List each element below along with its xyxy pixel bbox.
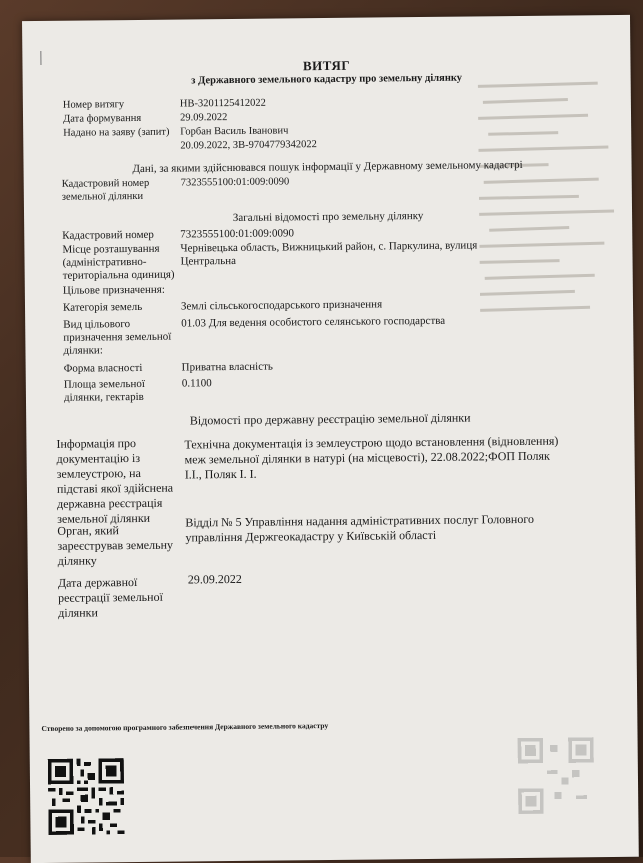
purpose-label: Цільове призначення: [62,283,165,297]
formation-date-label: Дата формування [62,112,142,125]
bleed-through-qr-icon [518,737,595,814]
registration-date-label: Дата державної реєстрації земельної ділянки [57,575,163,620]
registration-section-heading: Відомості про державну реєстрацію земельної ділянки [189,410,471,428]
request-applicant-value: Горбан Василь Іванович [180,125,289,138]
formation-date-value: 29.09.2022 [179,112,228,124]
extract-number-value: НВ-3201125412022 [179,97,266,110]
document-page [22,15,639,863]
bleed-through-lines [478,75,631,337]
search-section-heading: Дані, за якими здійснювався пошук інформації у Державному земельному кадастрі [132,158,523,176]
documentation-label: Інформація про документацію із землеустрою, на підставі якої здійснена державна реєстрація земельної ділянки [56,436,174,526]
request-number-value: 20.09.2022, ЗВ-9704779342022 [180,139,317,152]
general-section-heading: Загальні відомості про земельну ділянку [232,209,424,224]
documentation-value: Технічна документація із землеустрою щодо встановлення (відновлення) меж земельної ділянки в натурі (на місцевості), 22.08.2022;ФОП Поляк І.І., Поляк І. І. [184,433,559,482]
document-subtitle: з Державного земельного кадастру про земельну ділянку [191,72,463,87]
document-title: ВИТЯГ [302,57,351,74]
land-category-label: Категорія земель [62,300,143,314]
registering-body-value: Відділ № 5 Управління надання адміністративних послуг Головного управління Держгеокадастру у Київській області [185,511,534,545]
footer-note: Створено за допомогою програмного забезпечення Державного земельного кадастру [41,721,329,734]
search-cadastral-value: 7323555100:01:009:0090 [180,176,290,189]
location-value: Чернівецька область, Вижницький район, с. Паркулина, вулиця Центральна [180,239,478,268]
search-cadastral-label: Кадастровий номер земельної ділянки [61,177,150,203]
qr-code-icon [48,758,125,835]
land-category-value: Землі сільськогосподарського призначення [180,298,383,313]
extract-number-label: Номер витягу [62,99,125,111]
cadastral-number-value: 7323555100:01:009:0090 [180,227,294,241]
ownership-value: Приватна власність [181,360,273,374]
bleed-through-text [478,75,631,337]
registration-date-value: 29.09.2022 [187,571,242,587]
purpose-type-value: 01.03 Для ведення особистого селянського господарства [181,314,446,330]
area-label: Площа земельної ділянки, гектарів [63,377,145,404]
location-label: Місце розташування (адміністративно-територіальна одиниця) [62,242,175,282]
ownership-label: Форма власності [63,361,143,375]
request-label: Надано на заяву (запит) [63,126,170,139]
area-value: 0.1100 [181,377,212,390]
registering-body-label: Орган, який зареєстрував земельну ділянку [57,523,174,568]
cadastral-number-label: Кадастровий номер [62,228,154,242]
purpose-type-label: Вид цільового призначення земельної ділянки: [63,318,172,357]
